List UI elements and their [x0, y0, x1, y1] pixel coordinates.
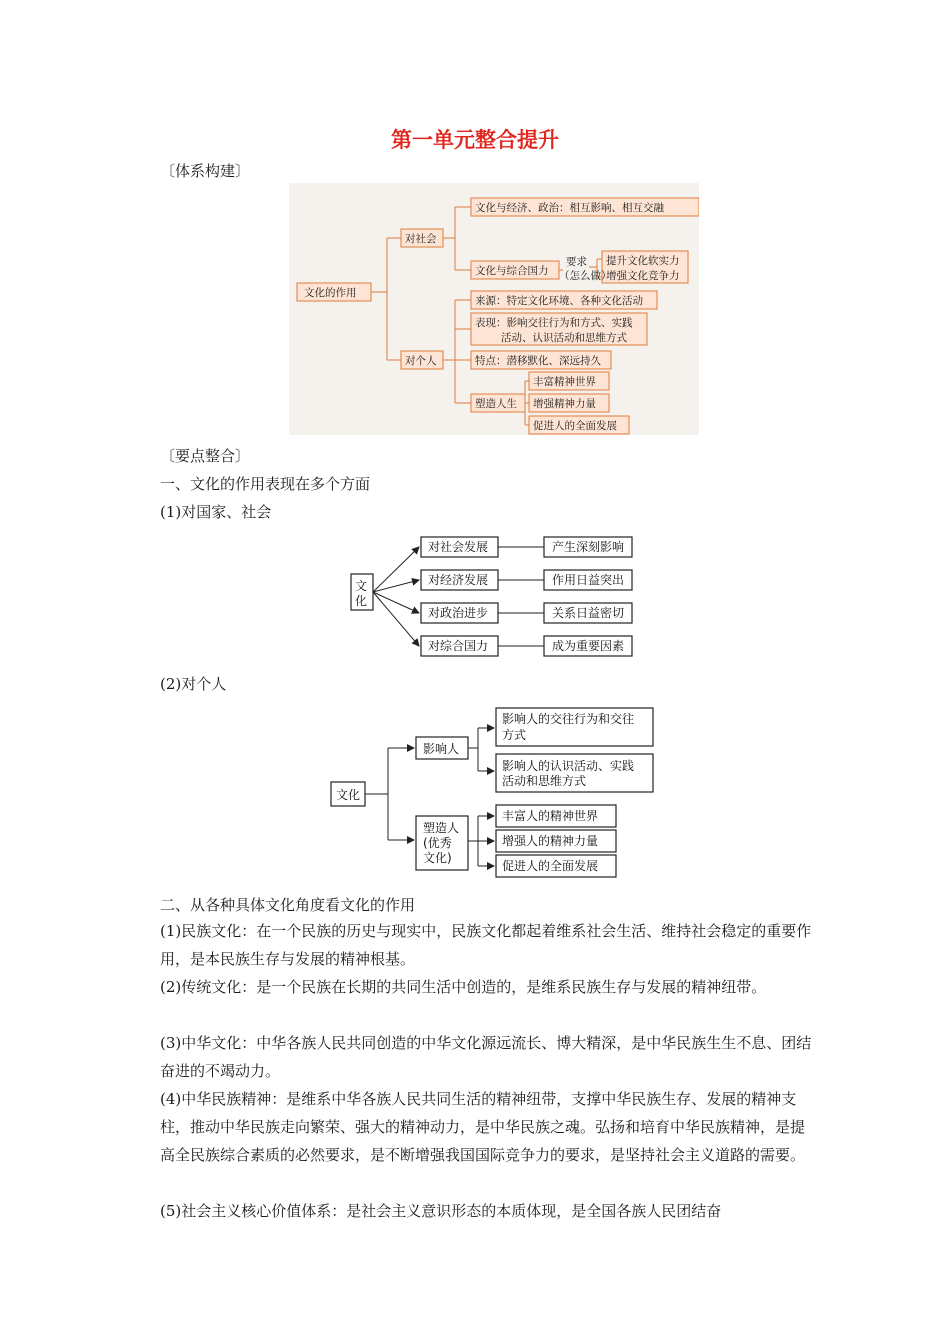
d1-item: 对经济发展: [428, 573, 489, 587]
d2-a1b: 方式: [502, 728, 527, 742]
map-p1: 来源：特定文化环境、各种文化活动: [475, 295, 643, 307]
map-p3: 特点：潜移默化、深远持久: [475, 355, 601, 367]
d1-root-2: 化: [355, 594, 368, 608]
map-social: 对社会: [405, 233, 437, 245]
paragraph-3: (3)中华文化：中华各族人民共同创造的中华文化源远流长、博大精深，是中华民族生生不息、团结奋进的不竭动力。: [160, 1034, 812, 1080]
map-personal: 对个人: [405, 355, 437, 367]
paragraph-5: (5)社会主义核心价值体系：是社会主义意识形态的本质体现，是全国各族人民团结奋: [160, 1202, 722, 1220]
d2-b3: 文化): [423, 851, 452, 865]
map-r1: 提升文化软实力: [606, 255, 680, 267]
d2-b-item: 增强人的精神力量: [502, 834, 599, 848]
d2-a: 影响人: [423, 742, 460, 756]
heading-1: 一、文化的作用表现在多个方面: [160, 475, 371, 493]
subheading-1: (1)对国家、社会: [160, 503, 272, 521]
d2-a2a: 影响人的认识活动、实践: [502, 759, 635, 773]
d1-root-1: 文: [355, 579, 368, 593]
map-req2: （怎么做）: [559, 270, 612, 282]
concept-map: [289, 183, 699, 435]
map-req1: 要求: [566, 256, 587, 268]
map-s1: 文化与经济、政治：相互影响、相互交融: [475, 202, 664, 214]
map-p2a: 表现：影响交往行为和方式、实践: [475, 317, 633, 329]
d1-item: 对综合国力: [428, 639, 489, 653]
map-p4b: 增强精神力量: [533, 398, 596, 410]
d2-a1a: 影响人的交往行为和交往: [502, 712, 635, 726]
d2-b-item: 丰富人的精神世界: [502, 809, 599, 823]
d1-item: 对社会发展: [428, 540, 489, 554]
section-key-points: 〔要点整合〕: [160, 447, 251, 465]
d1-item: 对政治进步: [428, 606, 489, 620]
d2-b1: 塑造人: [423, 821, 460, 835]
d1-result: 关系日益密切: [552, 606, 625, 620]
paragraph-1: (1)民族文化：在一个民族的历史与现实中，民族文化都起着维系社会生活、维持社会稳定的重要作用，是本民族生存与发展的精神根基。: [160, 922, 812, 968]
d2-b-item: 促进人的全面发展: [502, 859, 599, 873]
paragraph-4: (4)中华民族精神：是维系中华各族人民共同生活的精神纽带，支撑中华民族生存、发展的精神支柱，推动中华民族走向繁荣、强大的精神动力，是中华民族之魂。弘扬和培育中华民族精神，是提高全民族综合素质的必然要求，是不断增强我国国际竞争力的要求，是坚持社会主义道路的需要。: [160, 1090, 806, 1164]
paragraph-2: (2)传统文化：是一个民族在长期的共同生活中创造的，是维系民族生存与发展的精神纽带。: [160, 978, 767, 996]
d1-result: 成为重要因素: [552, 639, 625, 653]
d2-a2b: 活动和思维方式: [502, 774, 587, 788]
diagram-nation-society: [340, 528, 640, 662]
map-s2: 文化与综合国力: [475, 265, 549, 277]
d2-b2: (优秀: [423, 836, 452, 850]
d2-root: 文化: [336, 788, 361, 802]
d1-result: 作用日益突出: [552, 573, 625, 587]
diagram-individual: [328, 704, 658, 882]
page-title: 第一单元整合提升: [391, 128, 559, 152]
d1-result: 产生深刻影响: [552, 540, 625, 554]
map-r2: 增强文化竞争力: [606, 270, 680, 282]
subheading-2: (2)对个人: [160, 675, 227, 693]
map-root: 文化的作用: [304, 287, 357, 299]
heading-2: 二、从各种具体文化角度看文化的作用: [160, 896, 416, 914]
map-p4: 塑造人生: [475, 398, 517, 410]
map-p2b: 活动、认识活动和思维方式: [501, 332, 627, 344]
map-p4c: 促进人的全面发展: [533, 420, 617, 432]
section-system-construction: 〔体系构建〕: [160, 162, 251, 180]
map-p4a: 丰富精神世界: [533, 376, 596, 388]
